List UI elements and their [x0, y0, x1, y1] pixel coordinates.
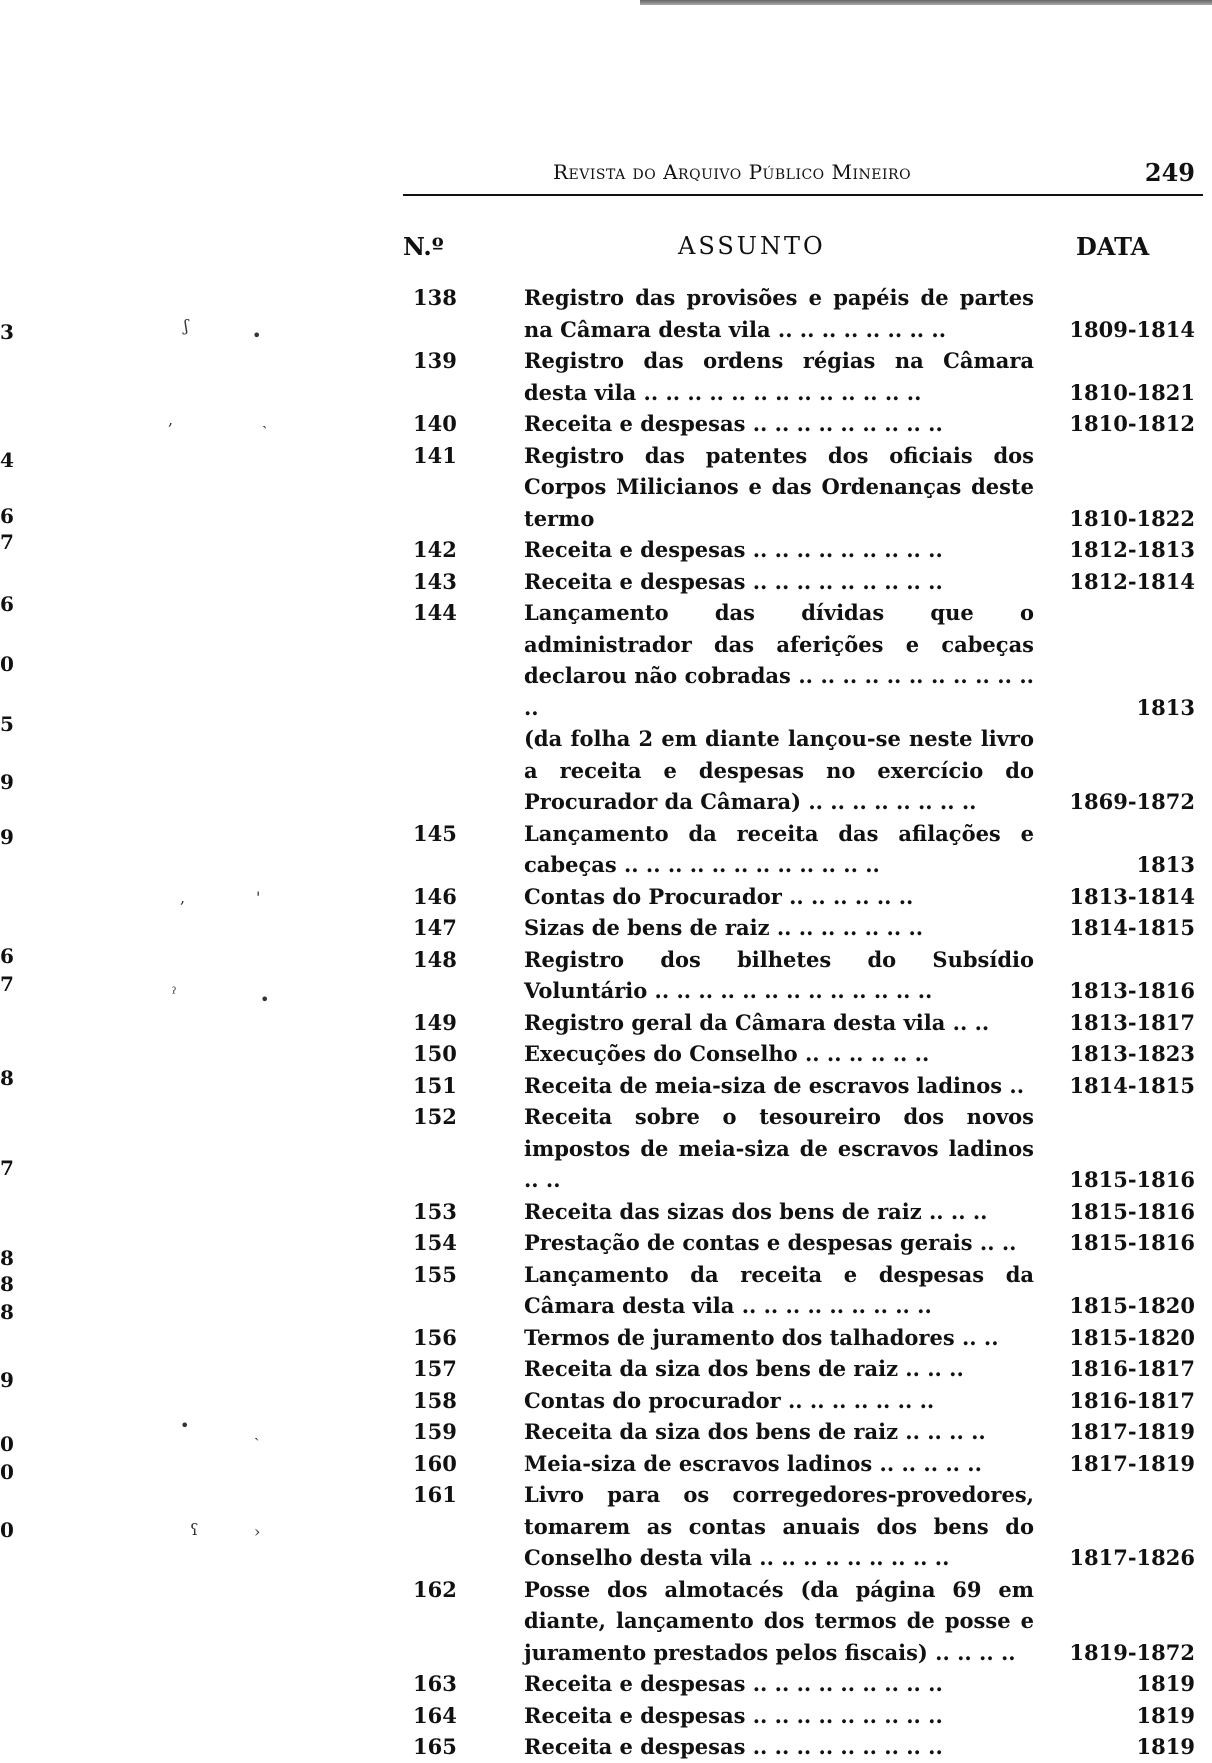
ink-speck: , [168, 410, 174, 429]
margin-digit: 0 [0, 1460, 14, 1484]
entry-date: 1817-1826 [1069, 1545, 1195, 1570]
table-row [403, 1416, 1203, 1448]
entry-date: 1816-1817 [1069, 1356, 1195, 1381]
entry-subject: Prestação de contas e despesas gerais .. .. [524, 1230, 1017, 1255]
table-row [403, 1007, 1203, 1039]
entry-subject: Registro geral da Câmara desta vila .. .. [524, 1009, 990, 1035]
entry-date: 1810-1812 [1069, 411, 1195, 436]
table-row [403, 1070, 1203, 1102]
entry-number: 144 [413, 600, 457, 625]
ink-speck: , [180, 888, 186, 907]
entry-number: 161 [413, 1482, 457, 1507]
margin-digit: 3 [0, 320, 14, 344]
ink-speck: • [180, 1416, 190, 1435]
table-row [403, 1448, 1203, 1480]
entry-date: 1814-1815 [1069, 915, 1195, 940]
entry-number: 163 [413, 1671, 457, 1696]
entry-number: 162 [413, 1576, 457, 1602]
table-row [403, 1668, 1203, 1700]
entry-number: 157 [413, 1356, 457, 1381]
entry-number: 164 [413, 1702, 457, 1728]
entry-subject: Termos de juramento dos talhadores .. .. [524, 1324, 999, 1350]
table-row [403, 818, 1203, 881]
entry-subject: Receita e despesas .. .. .. .. .. .. .. .. .. [524, 537, 943, 562]
entry-date: 1810-1821 [1069, 379, 1195, 405]
table-row [403, 1574, 1203, 1669]
entry-number: 152 [413, 1104, 457, 1129]
table-row [403, 1700, 1203, 1732]
table-row [403, 566, 1203, 598]
table-row [403, 1227, 1203, 1259]
entry-date: 1815-1820 [1069, 1324, 1195, 1350]
table-row [403, 534, 1203, 566]
table-row [403, 944, 1203, 1007]
table-row [403, 1353, 1203, 1385]
table-row [403, 597, 1203, 723]
table-row [403, 1322, 1203, 1354]
entry-number: 148 [413, 946, 457, 972]
entry-date: 1819 [1136, 1671, 1195, 1696]
entry-date: 1819-1872 [1069, 1639, 1195, 1665]
table-row [403, 408, 1203, 440]
column-header-subject: ASSUNTO [678, 232, 826, 260]
entry-subject: Meia-siza de escravos ladinos .. .. .. .. .. [524, 1450, 982, 1476]
entry-subject: Receita da siza dos bens de raiz .. .. .. [524, 1356, 964, 1381]
margin-digit: 9 [0, 1368, 14, 1392]
entry-subject: Receita e despesas .. .. .. .. .. .. .. .. .. [524, 1702, 943, 1728]
entry-number: 139 [413, 348, 457, 373]
margin-digit: 6 [0, 944, 14, 968]
column-header-number: N.º [403, 232, 444, 261]
entry-number: 156 [413, 1324, 457, 1350]
table-row [403, 1196, 1203, 1228]
margin-digit: 5 [0, 712, 14, 736]
entry-date: 1817-1819 [1069, 1450, 1195, 1476]
entry-date: 1813-1814 [1069, 883, 1195, 909]
entry-subject: Receita e despesas .. .. .. .. .. .. .. .. .. [524, 568, 943, 594]
table-row [403, 723, 1203, 818]
column-header-date: DATA [1076, 232, 1150, 261]
entry-date: 1809-1814 [1069, 316, 1195, 342]
entry-number: 154 [413, 1230, 457, 1255]
entry-subject: (da folha 2 em diante lançou-se neste livro a receita e despesas no exercício do Procurador da Câmara) .. .. .. .. .. .. .. .. [524, 726, 1034, 814]
table-row [403, 282, 1203, 345]
table-row [403, 912, 1203, 944]
ink-speck: › [254, 1522, 261, 1541]
table-row [403, 1385, 1203, 1417]
margin-digit: 7 [0, 1156, 14, 1180]
entry-subject: Registro das patentes dos oficiais dos Corpos Milicianos e das Ordenanças deste termo [524, 442, 1034, 531]
entry-number: 150 [413, 1041, 457, 1066]
entry-date: 1819 [1136, 1734, 1195, 1759]
entry-date: 1815-1816 [1069, 1198, 1195, 1224]
margin-digit: 4 [0, 448, 14, 472]
entry-date: 1815-1820 [1069, 1293, 1195, 1318]
entry-subject: Receita das sizas dos bens de raiz .. .. .. [524, 1198, 988, 1224]
entry-date: 1815-1816 [1069, 1230, 1195, 1255]
table-row [403, 881, 1203, 913]
entry-number: 143 [413, 568, 457, 594]
margin-digit: 9 [0, 770, 14, 794]
entry-number: 145 [413, 820, 457, 846]
table-row [403, 1259, 1203, 1322]
entry-subject: Lançamento da receita e despesas da Câmara desta vila .. .. .. .. .. .. .. .. .. [524, 1261, 1034, 1318]
margin-digit: 8 [0, 1066, 14, 1090]
ink-speck: ˎ [254, 1422, 260, 1441]
entry-number: 141 [413, 442, 457, 468]
ink-speck: • [260, 990, 270, 1009]
table-row [403, 345, 1203, 408]
entry-subject: Registro dos bilhetes do Subsídio Voluntário .. .. .. .. .. .. .. .. .. .. .. .. .. [524, 946, 1034, 1003]
entry-date: 1813-1817 [1069, 1009, 1195, 1035]
entry-date: 1869-1872 [1069, 789, 1195, 814]
entry-number: 146 [413, 883, 457, 909]
entry-number: 159 [413, 1419, 457, 1444]
page-number: 249 [1144, 158, 1195, 187]
entry-subject: Lançamento das dívidas que o administrador das aferições e cabeças declarou não cobradas .. .. .. .. .. .. .. .. .. .. .. .. [524, 600, 1034, 720]
journal-title: Revista do Arquivo Público Mineiro [553, 160, 912, 184]
entry-subject: Sizas de bens de raiz .. .. .. .. .. .. .. [524, 915, 924, 940]
entry-subject: Contas do procurador .. .. .. .. .. .. .. [524, 1387, 935, 1413]
entry-subject: Receita e despesas .. .. .. .. .. .. .. .. .. [524, 411, 943, 436]
record-list [403, 282, 1203, 1763]
entry-date: 1817-1819 [1069, 1419, 1195, 1444]
entry-number: 140 [413, 411, 457, 436]
entry-subject: Receita da siza dos bens de raiz .. .. .. .. [524, 1419, 986, 1444]
table-row [403, 1101, 1203, 1196]
entry-date: 1813 [1136, 694, 1195, 720]
margin-digit: 7 [0, 530, 14, 554]
margin-digit: 7 [0, 972, 14, 996]
entry-subject: Lançamento da receita das afilações e cabeças .. .. .. .. .. .. .. .. .. .. .. .. [524, 820, 1034, 877]
entry-date: 1816-1817 [1069, 1387, 1195, 1413]
margin-digit: 9 [0, 825, 14, 849]
entry-number: 147 [413, 915, 457, 940]
entry-subject: Receita e despesas .. .. .. .. .. .. .. .. .. [524, 1734, 943, 1759]
entry-number: 153 [413, 1198, 457, 1224]
ink-speck: ˀ [172, 984, 177, 1003]
margin-digit: 8 [0, 1272, 14, 1296]
entry-number: 142 [413, 537, 457, 562]
running-header [403, 160, 1203, 196]
margin-digit: 8 [0, 1246, 14, 1270]
entry-subject: Receita sobre o tesoureiro dos novos impostos de meia-siza de escravos ladinos .. .. [524, 1104, 1034, 1192]
entry-subject: Receita e despesas .. .. .. .. .. .. .. .. .. [524, 1671, 943, 1696]
margin-digit: 0 [0, 652, 14, 676]
entry-subject: Receita de meia-siza de escravos ladinos .. [524, 1072, 1025, 1098]
entry-date: 1813-1816 [1069, 978, 1195, 1003]
margin-digit: 8 [0, 1300, 14, 1324]
entry-subject: Posse dos almotacés (da página 69 em diante, lançamento dos termos de posse e juramento prestados pelos fiscais) .. .. .. .. [524, 1576, 1034, 1665]
table-row [403, 1038, 1203, 1070]
margin-digit: 6 [0, 504, 14, 528]
ink-speck: ʃ [184, 316, 189, 335]
table-row [403, 1479, 1203, 1574]
entry-date: 1812-1813 [1069, 537, 1195, 562]
entry-number: 155 [413, 1261, 457, 1287]
entry-number: 158 [413, 1387, 457, 1413]
entry-date: 1819 [1136, 1702, 1195, 1728]
entry-date: 1813 [1136, 852, 1195, 877]
entry-subject: Registro das provisões e papéis de partes na Câmara desta vila .. .. .. .. .. .. .. .. [524, 285, 1034, 342]
entry-number: 138 [413, 285, 457, 310]
table-row [403, 1731, 1203, 1763]
entry-date: 1812-1814 [1069, 568, 1195, 594]
entry-number: 149 [413, 1009, 457, 1035]
scan-top-edge [640, 0, 1212, 5]
entry-date: 1814-1815 [1069, 1072, 1195, 1098]
margin-digit: 0 [0, 1518, 14, 1542]
table-row [403, 440, 1203, 535]
entry-date: 1810-1822 [1069, 505, 1195, 531]
entry-subject: Registro das ordens régias na Câmara desta vila .. .. .. .. .. .. .. .. .. .. .. .. .. [524, 348, 1034, 405]
ink-speck: • [252, 326, 262, 345]
entry-date: 1815-1816 [1069, 1167, 1195, 1192]
entry-number: 160 [413, 1450, 457, 1476]
entry-number: 151 [413, 1072, 457, 1098]
ink-speck: ʕ [190, 1520, 199, 1539]
entry-subject: Contas do Procurador .. .. .. .. .. .. [524, 883, 914, 909]
entry-subject: Execuções do Conselho .. .. .. .. .. .. [524, 1041, 930, 1066]
margin-digit: 0 [0, 1432, 14, 1456]
entry-date: 1813-1823 [1069, 1041, 1195, 1066]
entry-subject: Livro para os corregedores-provedores, tomarem as contas anuais dos bens do Conselho desta vila .. .. .. .. .. .. .. .. .. [524, 1482, 1034, 1570]
margin-digit: 6 [0, 592, 14, 616]
ink-speck: ˎ [262, 410, 268, 429]
entry-number: 165 [413, 1734, 457, 1759]
ink-speck: ' [256, 888, 261, 907]
